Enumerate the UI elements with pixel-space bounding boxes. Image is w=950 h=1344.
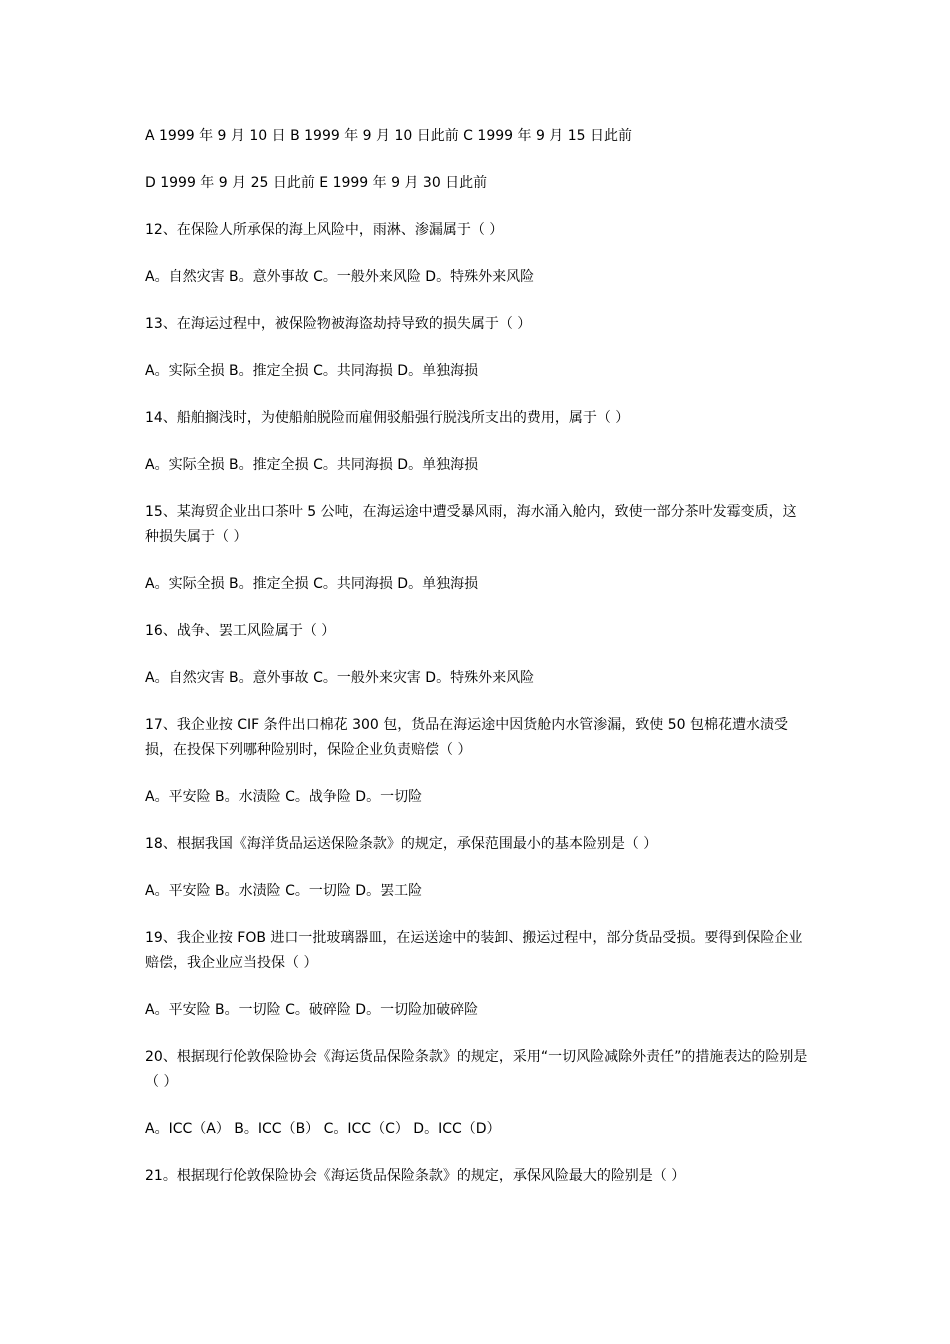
answer-options-line: A 1999 年 9 月 10 日 B 1999 年 9 月 10 日此前 C 1999 年 9 月 15 日此前 — [145, 128, 633, 144]
question-18: 18、根据我国《海洋货品运送保险条款》的规定，承保范围最小的基本险别是（ ） — [145, 836, 658, 852]
question-14-options: A。实际全损 B。推定全损 C。共同海损 D。单独海损 — [145, 457, 479, 473]
question-17: 17、我企业按 CIF 条件出口棉花 300 包，货品在海运途中因货舱内水管渗漏，致使 50 包棉花遭水渍受损，在投保下列哪种险别时，保险企业负责赔偿（ ） — [145, 717, 789, 758]
document-body — [145, 124, 810, 1189]
question-12-options: A。自然灾害 B。意外事故 C。一般外来风险 D。特殊外来风险 — [145, 269, 535, 285]
question-12: 12、在保险人所承保的海上风险中，雨淋、渗漏属于（ ） — [145, 222, 504, 238]
question-13: 13、在海运过程中，被保险物被海盗劫持导致的损失属于（ ） — [145, 316, 532, 332]
question-16-options: A。自然灾害 B。意外事故 C。一般外来灾害 D。特殊外来风险 — [145, 670, 535, 686]
question-19: 19、我企业按 FOB 进口一批玻璃器皿，在运送途中的装卸、搬运过程中，部分货品受损。要得到保险企业赔偿，我企业应当投保（ ） — [145, 930, 803, 971]
question-19-options: A。平安险 B。一切险 C。破碎险 D。一切险加破碎险 — [145, 1002, 479, 1018]
question-13-options: A。实际全损 B。推定全损 C。共同海损 D。单独海损 — [145, 363, 479, 379]
question-20-options: A。ICC（A） B。ICC（B） C。ICC（C） D。ICC（D） — [145, 1121, 501, 1137]
question-20: 20、根据现行伦敦保险协会《海运货品保险条款》的规定，采用“一切风险减除外责任”的措施表达的险别是（ ） — [145, 1049, 808, 1090]
question-18-options: A。平安险 B。水渍险 C。一切险 D。罢工险 — [145, 883, 423, 899]
answer-options-line: D 1999 年 9 月 25 日此前 E 1999 年 9 月 30 日此前 — [145, 175, 488, 191]
question-21: 21。根据现行伦敦保险协会《海运货品保险条款》的规定，承保风险最大的险别是（ ） — [145, 1168, 686, 1184]
question-17-options: A。平安险 B。水渍险 C。战争险 D。一切险 — [145, 789, 423, 805]
question-15: 15、某海贸企业出口茶叶 5 公吨，在海运途中遭受暴风雨，海水涌入舱内，致使一部分茶叶发霉变质，这种损失属于（ ） — [145, 504, 797, 545]
question-16: 16、战争、罢工风险属于（ ） — [145, 623, 336, 639]
question-14: 14、船舶搁浅时，为使船舶脱险而雇佣驳船强行脱浅所支出的费用，属于（ ） — [145, 410, 630, 426]
question-15-options: A。实际全损 B。推定全损 C。共同海损 D。单独海损 — [145, 576, 479, 592]
